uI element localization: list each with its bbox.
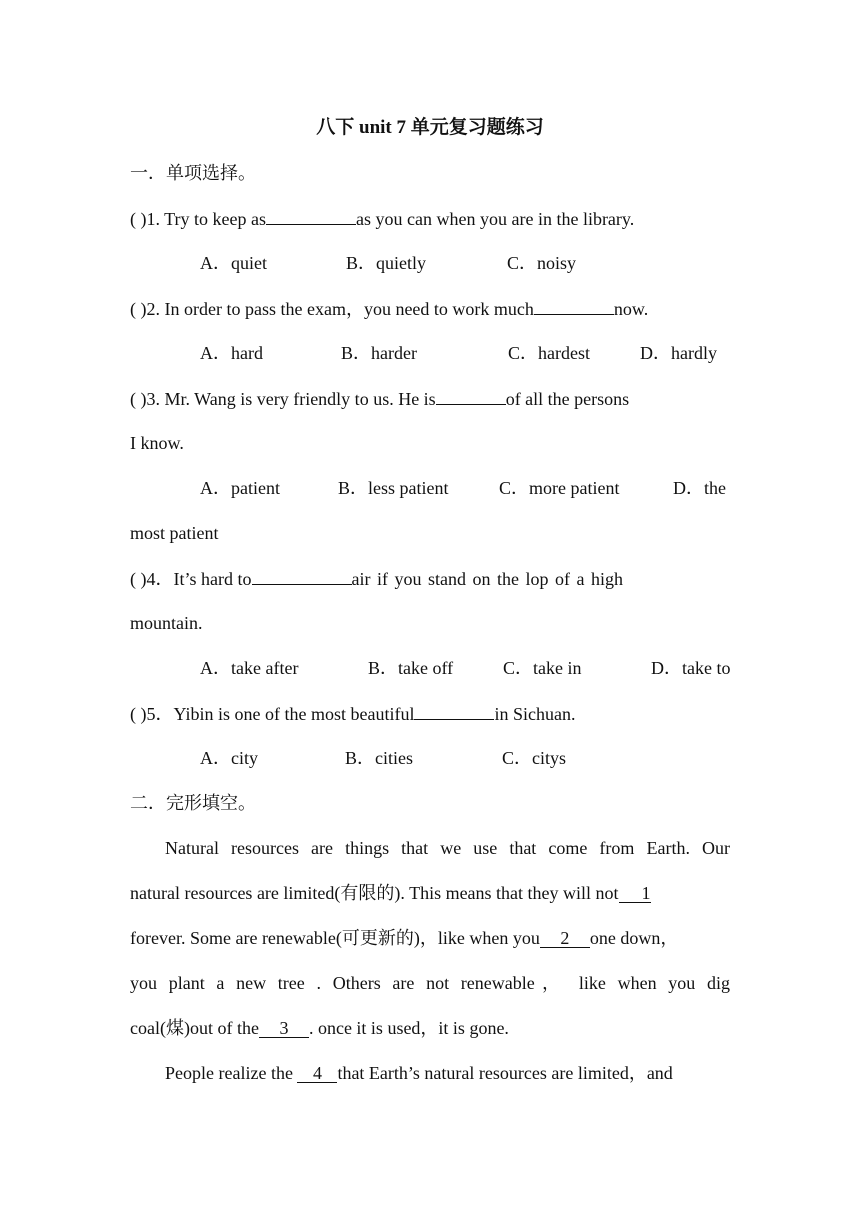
options-4	[200, 656, 730, 680]
question-3-continued: I know.	[130, 433, 184, 453]
option-b[interactable]: B．less patient	[338, 478, 449, 498]
passage-text: coal(煤)out of the	[130, 1018, 259, 1038]
option-d[interactable]: D．the	[673, 478, 726, 498]
question-text: air if you stand on the lop of a high	[351, 569, 623, 589]
cloze-blank-3[interactable]: 3	[259, 1019, 309, 1038]
question-3	[130, 386, 730, 411]
passage-text: that Earth’s natural resources are limited，and	[337, 1063, 673, 1083]
options-2	[200, 341, 730, 365]
question-1	[130, 206, 730, 231]
question-2	[130, 296, 730, 321]
passage-line: you plant a new tree . Others are not renewable， like when you dig	[130, 973, 730, 993]
passage-line	[130, 926, 730, 950]
answer-blank[interactable]	[414, 701, 494, 720]
cloze-blank-4[interactable]: 4	[297, 1064, 337, 1083]
answer-blank[interactable]	[266, 206, 356, 225]
option-a[interactable]: A．hard	[200, 343, 263, 363]
section-heading-choice: 一．单项选择。	[130, 163, 256, 183]
question-4-continued: mountain.	[130, 613, 203, 633]
option-b[interactable]: B．take off	[368, 658, 454, 678]
option-d[interactable]: D．hardly	[640, 343, 717, 363]
option-c[interactable]: C．more patient	[499, 478, 620, 498]
passage-text: People realize the	[165, 1063, 298, 1083]
option-a[interactable]: A．take after	[200, 658, 299, 678]
passage-text: . once it is used，it is gone.	[308, 1018, 509, 1038]
question-text: Try to keep as	[160, 209, 267, 229]
page-title: 八下 unit 7 单元复习题练习	[316, 117, 544, 138]
answer-paren[interactable]: ( )5．	[130, 704, 174, 724]
passage-line	[165, 1061, 730, 1085]
question-text: now.	[613, 299, 649, 319]
option-c[interactable]: C．hardest	[508, 343, 590, 363]
option-a[interactable]: A．patient	[200, 478, 280, 498]
option-b[interactable]: B．harder	[341, 343, 417, 363]
answer-paren[interactable]: ( )2.	[130, 299, 160, 319]
option-b[interactable]: B．quietly	[346, 253, 426, 273]
cloze-blank-1[interactable]: 1	[619, 884, 651, 903]
passage-line	[130, 1016, 730, 1040]
options-5	[200, 746, 730, 770]
options-3-continued: most patient	[130, 523, 219, 543]
answer-blank[interactable]	[534, 296, 614, 315]
passage-text: natural resources are limited(有限的). This means that they will not	[130, 883, 619, 903]
option-a[interactable]: A．quiet	[200, 253, 267, 273]
question-text: in Sichuan.	[494, 704, 576, 724]
options-1	[200, 251, 730, 275]
passage-line	[130, 881, 730, 905]
question-text: Yibin is one of the most beautiful	[173, 704, 415, 724]
question-text: Mr. Wang is very friendly to us. He is	[160, 389, 436, 409]
option-b[interactable]: B．cities	[345, 748, 413, 768]
passage-text: one down，	[589, 928, 679, 948]
question-4	[130, 566, 730, 591]
answer-blank[interactable]	[436, 386, 506, 405]
question-text: In order to pass the exam，you need to work much	[160, 299, 534, 319]
question-text: of all the persons	[505, 389, 630, 409]
answer-blank[interactable]	[252, 566, 352, 585]
answer-paren[interactable]: ( )1.	[130, 209, 160, 229]
option-a[interactable]: A．city	[200, 748, 258, 768]
passage-line: Natural resources are things that we use that come from Earth. Our	[165, 838, 730, 858]
option-c[interactable]: C．citys	[502, 748, 567, 768]
cloze-blank-2[interactable]: 2	[540, 929, 590, 948]
passage-text: forever. Some are renewable(可更新的)，like when you	[130, 928, 540, 948]
question-text: as you can when you are in the library.	[356, 209, 635, 229]
question-5	[130, 701, 730, 726]
options-3	[200, 476, 730, 500]
option-c[interactable]: C．take in	[503, 658, 582, 678]
question-text: It’s hard to	[173, 569, 252, 589]
option-c[interactable]: C．noisy	[507, 253, 577, 273]
answer-paren[interactable]: ( )4．	[130, 569, 174, 589]
answer-paren[interactable]: ( )3.	[130, 389, 160, 409]
section-heading-cloze: 二．完形填空。	[130, 793, 256, 813]
option-d[interactable]: D．take to	[651, 658, 731, 678]
